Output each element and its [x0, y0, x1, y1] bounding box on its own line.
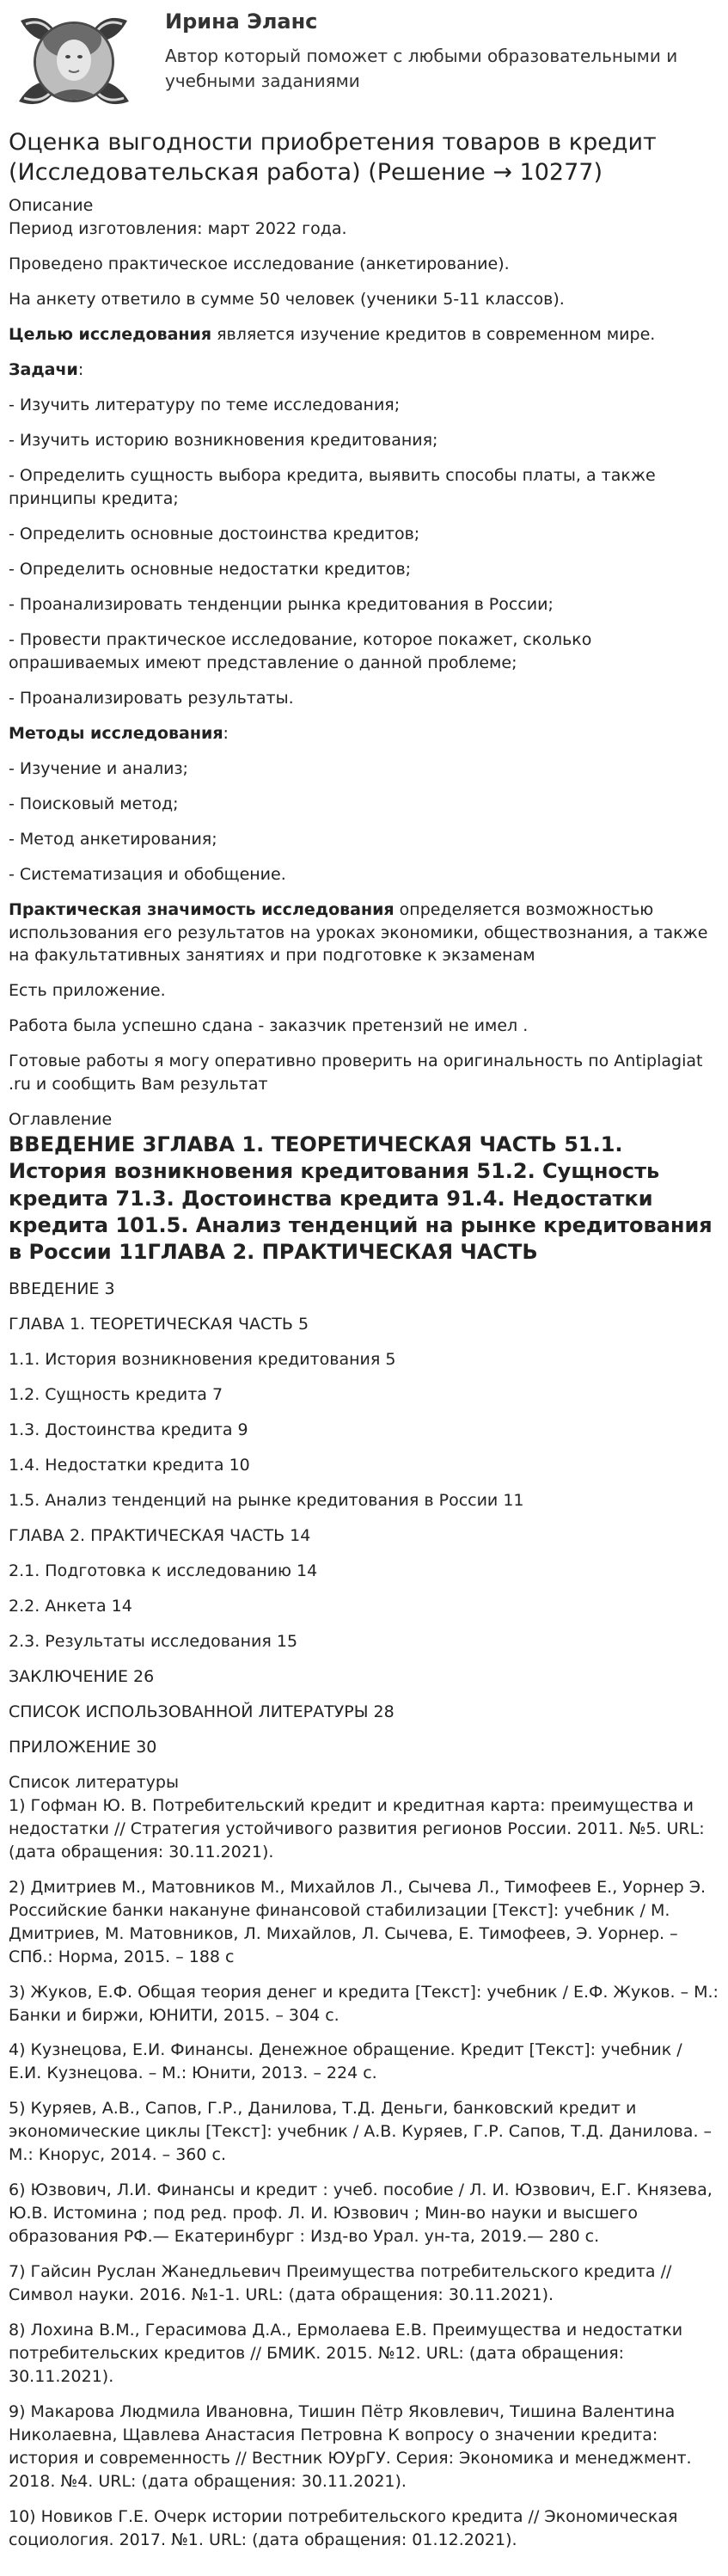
- respondents-text: На анкету ответило в сумме 50 человек (ученики 5-11 классов).: [9, 290, 565, 310]
- description-label: Описание: [9, 196, 94, 216]
- methods-colon: :: [223, 723, 229, 743]
- conducted-text: Проведено практическое исследование (анкетирование).: [9, 255, 510, 274]
- toc-item: ГЛАВА 2. ПРАКТИЧЕСКАЯ ЧАСТЬ 14: [9, 1526, 311, 1545]
- tasks-heading: [9, 359, 719, 382]
- antiplagiat-note: Готовые работы я могу оперативно проверить на оригинальность по Antiplagiat .ru и сообщить Вам результат: [9, 1052, 703, 1095]
- author-description: Автор который поможет с любыми образовательными и учебными заданиями: [165, 46, 678, 91]
- toc-item: 1.2. Сущность кредита 7: [9, 1385, 223, 1405]
- toc-item: ГЛАВА 1. ТЕОРЕТИЧЕСКАЯ ЧАСТЬ 5: [9, 1315, 309, 1334]
- document-title: Оценка выгодности приобретения товаров в кредит (Исследовательская работа) (Решение → 10277): [9, 129, 657, 187]
- toc-item: СПИСОК ИСПОЛЬЗОВАННОЙ ЛИТЕРАТУРЫ 28: [9, 1702, 395, 1721]
- method-item: - Поисковый метод;: [9, 794, 179, 813]
- methods-heading: [9, 722, 719, 745]
- toc-heading: ВВЕДЕНИЕ 3ГЛАВА 1. ТЕОРЕТИЧЕСКАЯ ЧАСТЬ 51.1. История возникновения кредитования 51.2. Сущность кредита 71.3. Достоинства кредита 91.4. Недостатки кредита 101.5. Анализ тенденций на рынке кредитования в России 11ГЛАВА 2. ПРАКТИЧЕСКАЯ ЧАСТЬ: [9, 1132, 713, 1265]
- author-header: [9, 0, 719, 124]
- reference-item: 7) Гайсин Руслан Жанедльевич Преимущества потребительского кредита // Символ науки. 2016. №1-1. URL: (дата обращения: 30.11.2021).: [9, 2262, 672, 2305]
- toc-item: 2.3. Результаты исследования 15: [9, 1631, 298, 1651]
- references-list: [9, 1794, 719, 2552]
- task-item: - Определить основные недостатки кредитов;: [9, 559, 412, 579]
- table-of-contents: [9, 1278, 719, 1759]
- reference-item: 1) Гофман Ю. В. Потребительский кредит и кредитная карта: преимущества и недостатки // Стратегия устойчивого развития регионов России. 2011. №5. URL: (дата обращения: 30.11.2021).: [9, 1795, 705, 1861]
- goal-text: является изучение кредитов в современном мире.: [211, 325, 656, 345]
- toc-item: 1.4. Недостатки кредита 10: [9, 1456, 250, 1475]
- toc-item: 2.1. Подготовка к исследованию 14: [9, 1561, 318, 1580]
- author-avatar[interactable]: [9, 5, 139, 117]
- author-name[interactable]: Ирина Эланс: [165, 9, 318, 34]
- avatar-photo: [9, 5, 139, 117]
- goal-paragraph: [9, 323, 719, 347]
- reference-item: 10) Новиков Г.Е. Очерк истории потребительского кредита // Экономическая социология. 2017. №1. URL: (дата обращения: 01.12.2021).: [9, 2506, 678, 2549]
- task-item: - Изучить литературу по теме исследования;: [9, 396, 401, 414]
- significance-label: Практическая значимость исследования: [9, 899, 395, 919]
- task-item: - Провести практическое исследование, которое покажет, сколько опрашиваемых имеют представление о данной проблеме;: [9, 629, 592, 672]
- reference-item: 4) Кузнецова, Е.И. Финансы. Денежное обращение. Кредит [Текст]: учебник / Е.И. Кузнецова. – М.: Юнити, 2013. – 224 с.: [9, 2040, 682, 2083]
- reference-item: 6) Юзвович, Л.И. Финансы и кредит : учеб. пособие / Л. И. Юзвович, Е.Г. Князева, Ю.В. Истомина ; под ред. проф. Л. И. Юзвович ; Мин-во науки и высшего образования РФ.— Екатеринбург : Изд-во Урал. ун-та, 2019.— 280 с.: [9, 2180, 713, 2247]
- reference-item: 8) Лохина В.М., Герасимова Д.А., Ермолаева Е.В. Преимущества и недостатки потребительских кредитов // БМИК. 2015. №12. URL: (дата обращения: 30.11.2021).: [9, 2321, 683, 2387]
- tasks-colon: :: [77, 360, 84, 380]
- methods-label: Методы исследования: [9, 723, 223, 743]
- appendix-note: Есть приложение.: [9, 981, 166, 1001]
- toc-item: ВВЕДЕНИЕ 3: [9, 1279, 115, 1299]
- reference-item: 9) Макарова Людмила Ивановна, Тишин Пётр Яковлевич, Тишина Валентина Николаевна, Щавлева Анастасия Петровна К вопросу о значении кредита: история и современность // Вестник ЮУрГУ. Серия: Экономика и менеджмент. 2018. №4. URL: (дата обращения: 30.11.2021).: [9, 2402, 692, 2491]
- task-item: - Проанализировать тенденции рынка кредитования в России;: [9, 594, 554, 614]
- toc-item: 1.5. Анализ тенденций на рынке кредитования в России 11: [9, 1491, 524, 1511]
- references-label: Список литературы: [9, 1772, 179, 1792]
- task-item: - Изучить историю возникновения кредитования;: [9, 430, 438, 450]
- method-item: - Метод анкетирования;: [9, 829, 217, 849]
- reference-item: 5) Куряев, А.В., Сапов, Г.Р., Данилова, Т.Д. Деньги, банковский кредит и экономические циклы [Текст]: учебник / А.В. Куряев, Г.Р. Сапов, Т.Д. Данилова. – М.: Кнорус, 2014. – 360 с.: [9, 2099, 713, 2165]
- toc-item: ЗАКЛЮЧЕНИЕ 26: [9, 1666, 155, 1686]
- reference-item: 3) Жуков, Е.Ф. Общая теория денег и кредита [Текст]: учебник / Е.Ф. Жуков. – М.: Банки и биржи, ЮНИТИ, 2015. – 304 с.: [9, 1982, 719, 2025]
- description-body: [9, 218, 719, 1096]
- toc-item: 1.1. История возникновения кредитования 5: [9, 1350, 396, 1370]
- goal-label: Целью исследования: [9, 325, 212, 345]
- method-item: - Изучение и анализ;: [9, 758, 188, 778]
- toc-label: Оглавление: [9, 1110, 113, 1130]
- significance-paragraph: [9, 899, 719, 968]
- method-item: - Систематизация и обобщение.: [9, 864, 286, 884]
- toc-item: 1.3. Достоинства кредита 9: [9, 1420, 248, 1440]
- toc-item: ПРИЛОЖЕНИЕ 30: [9, 1737, 157, 1757]
- task-item: - Определить сущность выбора кредита, выявить способы платы, а также принципы кредита;: [9, 465, 656, 508]
- significance-text: определяется возможностью использования его результатов на уроках экономики, обществознания, а также на факультативных занятиях и при подготовке к экзаменам: [9, 899, 708, 966]
- reference-item: 2) Дмитриев М., Матовников М., Михайлов Л., Сычева Л., Тимофеев Е., Уорнер Э. Российские банки накануне финансовой стабилизации [Текст]: учебник / М. Дмитриев, М. Матовников, Л. Михайлов, Л. Сычева, Е. Тимофеев, Э. Уорнер. – СПб.: Норма, 2015. – 188 с: [9, 1877, 707, 1966]
- task-item: - Определить основные достоинства кредитов;: [9, 524, 420, 543]
- period-text: Период изготовления: март 2022 года.: [9, 219, 347, 239]
- toc-item: 2.2. Анкета 14: [9, 1596, 132, 1616]
- author-info: [165, 5, 719, 93]
- task-item: - Проанализировать результаты.: [9, 688, 294, 708]
- tasks-label: Задачи: [9, 360, 78, 380]
- delivered-note: Работа была успешно сдана - заказчик претензий не имел .: [9, 1016, 529, 1036]
